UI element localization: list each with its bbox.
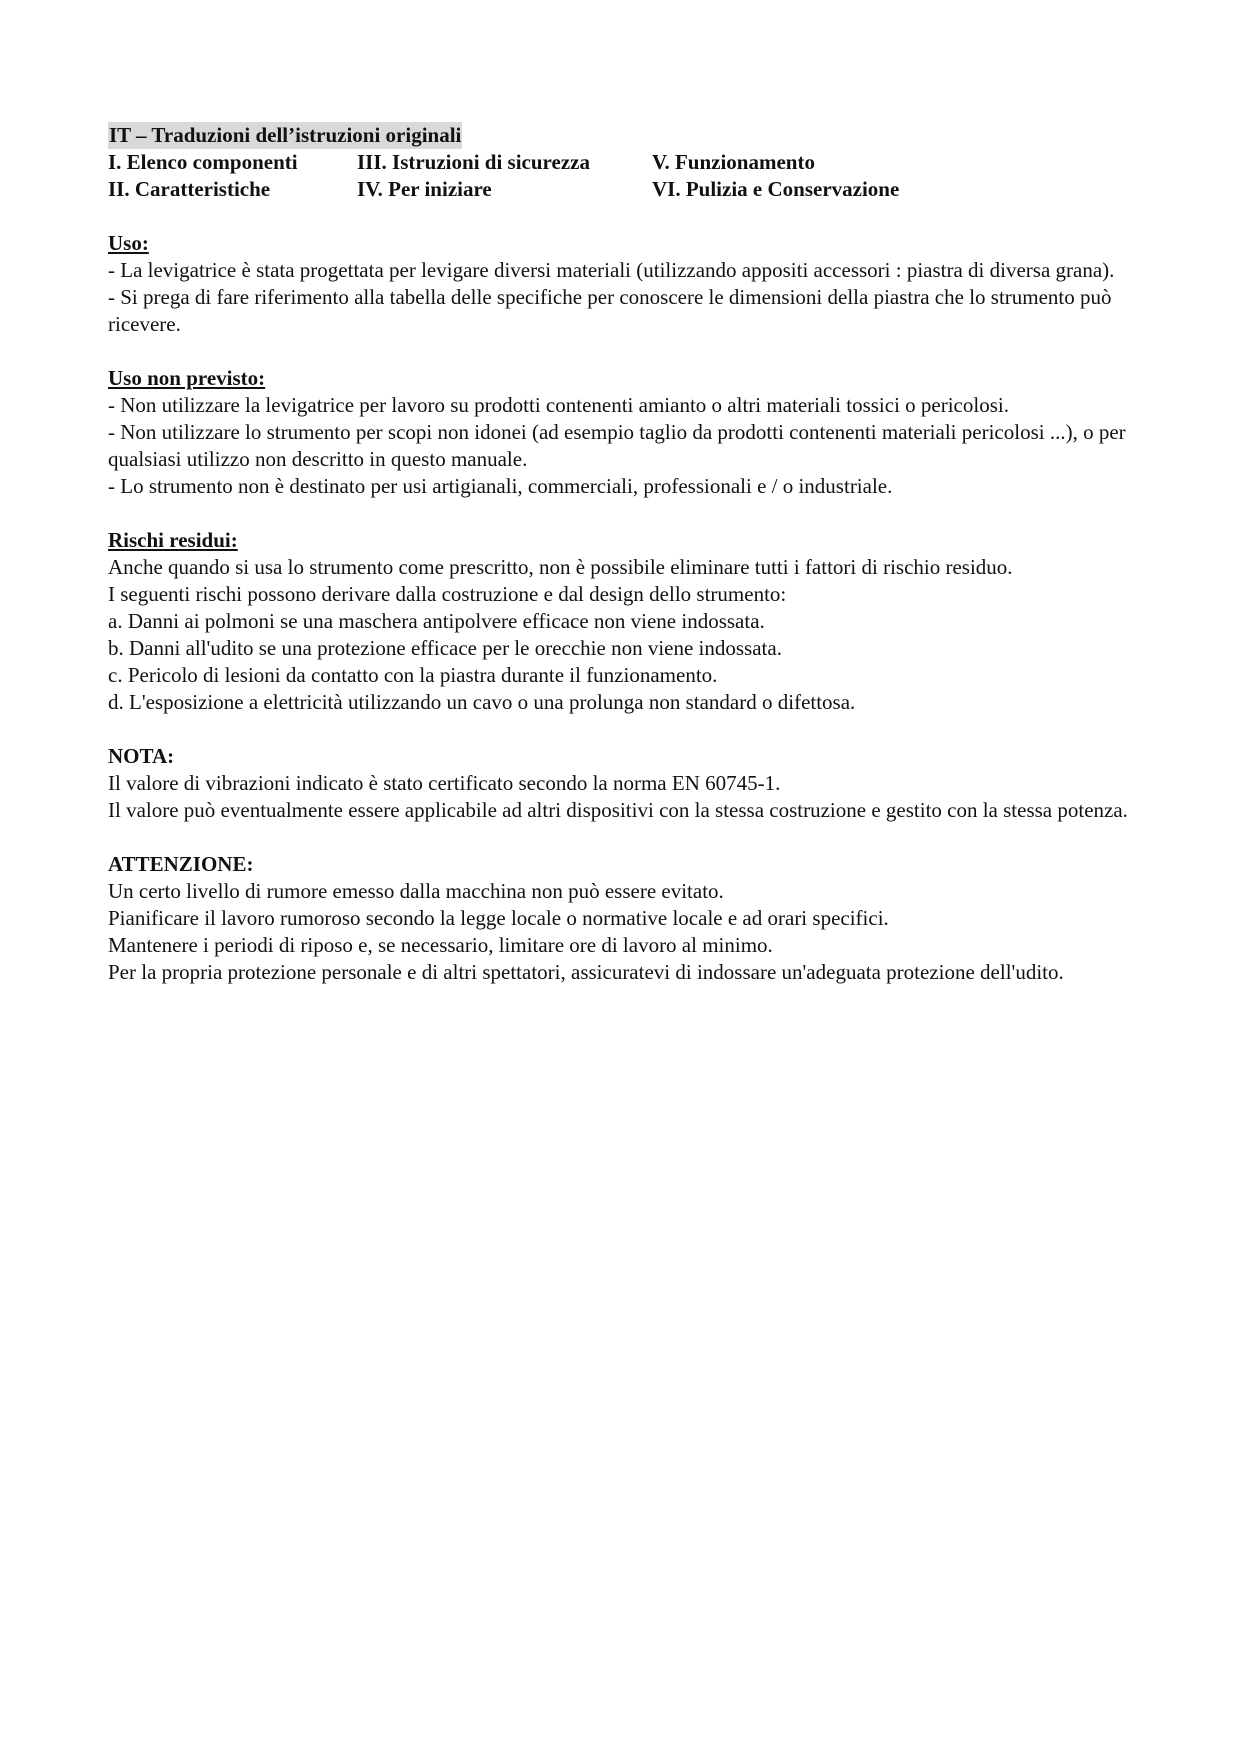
rischi-residui-line-a: a. Danni ai polmoni se una maschera antipolvere efficace non viene indossata. — [108, 609, 765, 633]
attenzione-line-3: Mantenere i periodi di riposo e, se necessario, limitare ore di lavoro al minimo. — [108, 933, 773, 957]
rischi-residui-line-c: c. Pericolo di lesioni da contatto con la piastra durante il funzionamento. — [108, 663, 718, 687]
section-attenzione — [108, 851, 1148, 986]
attenzione-line-4: Per la propria protezione personale e di altri spettatori, assicuratevi di indossare un'adeguata protezione dell'udito. — [108, 960, 1064, 984]
rischi-residui-line-1: Anche quando si usa lo strumento come prescritto, non è possibile eliminare tutti i fattori di rischio residuo. — [108, 555, 1013, 579]
toc-item-pulizia-conservazione: VI. Pulizia e Conservazione — [652, 177, 900, 201]
uso-non-previsto-line-1: - Non utilizzare la levigatrice per lavoro su prodotti contenenti amianto o altri materiali tossici o pericolosi. — [108, 393, 1009, 417]
uso-line-2: - Si prega di fare riferimento alla tabella delle specifiche per conoscere le dimensioni della piastra che lo strumento può ricevere. — [108, 285, 1112, 336]
toc-item-istruzioni-sicurezza: III. Istruzioni di sicurezza — [357, 150, 590, 174]
section-heading-attenzione: ATTENZIONE: — [108, 852, 254, 876]
section-heading-uso: Uso: — [108, 231, 149, 255]
toc-item-caratteristiche: II. Caratteristiche — [108, 177, 271, 201]
title-row — [108, 122, 1148, 149]
toc-item-elenco-componenti: I. Elenco componenti — [108, 150, 298, 174]
document-content — [108, 122, 1148, 986]
toc-item-per-iniziare: IV. Per iniziare — [357, 177, 492, 201]
section-heading-nota: NOTA: — [108, 744, 175, 768]
section-heading-rischi-residui: Rischi residui: — [108, 528, 238, 552]
rischi-residui-line-2: I seguenti rischi possono derivare dalla costruzione e dal design dello strumento: — [108, 582, 787, 606]
toc-item-funzionamento: V. Funzionamento — [652, 150, 815, 174]
nota-line-2: Il valore può eventualmente essere applicabile ad altri dispositivi con la stessa costruzione e gestito con la stessa potenza. — [108, 798, 1128, 822]
section-rischi-residui — [108, 527, 1148, 716]
table-of-contents — [108, 149, 1148, 203]
section-heading-uso-non-previsto: Uso non previsto: — [108, 366, 266, 390]
attenzione-line-2: Pianificare il lavoro rumoroso secondo la legge locale o normative locale e ad orari specifici. — [108, 906, 889, 930]
section-nota — [108, 743, 1148, 824]
uso-non-previsto-line-2: - Non utilizzare lo strumento per scopi non idonei (ad esempio taglio da prodotti contenenti materiali pericolosi ...), o per qualsiasi utilizzo non descritto in questo manuale. — [108, 420, 1126, 471]
rischi-residui-line-b: b. Danni all'udito se una protezione efficace per le orecchie non viene indossata. — [108, 636, 782, 660]
section-uso — [108, 230, 1148, 338]
rischi-residui-line-d: d. L'esposizione a elettricità utilizzando un cavo o una prolunga non standard o difettosa. — [108, 690, 856, 714]
uso-line-1: - La levigatrice è stata progettata per levigare diversi materiali (utilizzando appositi accessori : piastra di diversa grana). — [108, 258, 1115, 282]
section-uso-non-previsto — [108, 365, 1148, 500]
uso-non-previsto-line-3: - Lo strumento non è destinato per usi artigianali, commerciali, professionali e / o industriale. — [108, 474, 893, 498]
attenzione-line-1: Un certo livello di rumore emesso dalla macchina non può essere evitato. — [108, 879, 724, 903]
document-title: IT – Traduzioni dell’istruzioni originali — [109, 123, 462, 147]
nota-line-1: Il valore di vibrazioni indicato è stato certificato secondo la norma EN 60745-1. — [108, 771, 781, 795]
